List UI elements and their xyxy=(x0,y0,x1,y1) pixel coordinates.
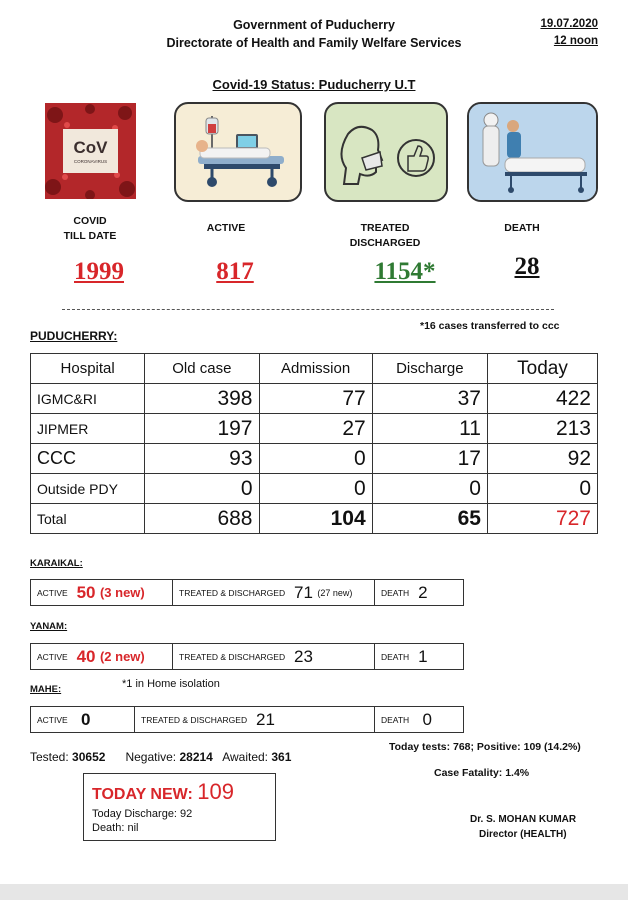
yanam-heading: YANAM: xyxy=(30,621,68,632)
karaikal-box: ACTIVE 50 (3 new) TREATED & DISCHARGED 71 (27 new) DEATH 2 xyxy=(30,579,464,606)
tests-line: Tested: 30652 Negative: 28214 Awaited: 361 xyxy=(30,750,292,764)
report-time: 12 noon xyxy=(553,35,598,47)
cov-text: CoV xyxy=(73,138,108,157)
transfer-note: *16 cases transferred to ccc xyxy=(420,320,560,332)
yanam-treated-value: 23 xyxy=(294,646,313,666)
patient-bed-icon xyxy=(174,102,302,202)
awaited-value: 361 xyxy=(271,750,292,764)
table-header-row xyxy=(31,354,598,384)
table-row: IGMC&RI 398 77 37 422 xyxy=(31,384,598,414)
yanam-box: ACTIVE 40 (2 new) TREATED & DISCHARGED 23 DEATH 1 xyxy=(30,643,464,670)
summary-value-covid: 1999 xyxy=(74,258,124,285)
coronavirus-icon xyxy=(45,103,136,199)
puducherry-heading: PUDUCHERRY: xyxy=(30,329,118,343)
header-line1: Government of Puducherry xyxy=(233,18,395,32)
mahe-active-value: 0 xyxy=(81,709,91,729)
summary-value-death: 28 xyxy=(514,253,540,280)
table-row: JIPMER 197 27 11 213 xyxy=(31,414,598,444)
mahe-death-value: 0 xyxy=(422,709,432,729)
director-title: Director (HEALTH) xyxy=(479,829,567,840)
summary-label-death: DEATH xyxy=(504,222,540,234)
col-old-case: Old case xyxy=(145,354,259,384)
mahe-box: ACTIVE 0 TREATED & DISCHARGED 21 DEATH 0 xyxy=(30,706,464,733)
page-title: Covid-19 Status: Puducherry U.T xyxy=(212,77,416,92)
table-row-total: Total 688 104 65 727 xyxy=(31,504,598,534)
col-admission: Admission xyxy=(259,354,372,384)
mask-thumbs-up-icon xyxy=(324,102,448,202)
today-discharge: Today Discharge: 92 xyxy=(92,808,193,820)
today-new-box: TODAY NEW: 109 Today Discharge: 92 Death: nil xyxy=(83,773,276,841)
director-name: Dr. S. MOHAN KUMAR xyxy=(470,814,577,825)
today-death: Death: nil xyxy=(92,822,139,834)
summary-value-active: 817 xyxy=(216,258,254,285)
cov-sub-text: CORONAVIRUS xyxy=(73,159,108,164)
mahe-treated-value: 21 xyxy=(256,709,275,729)
case-fatality: Case Fatality: 1.4% xyxy=(434,767,530,779)
today-tests: Today tests: 768; Positive: 109 (14.2%) xyxy=(389,741,581,753)
summary-label-covid: COVID TILL DATE xyxy=(63,215,117,242)
yanam-active-value: 40 xyxy=(76,646,96,666)
summary-label-treated: TREATED DISCHARGED xyxy=(349,222,421,249)
col-today: Today xyxy=(487,354,597,384)
table-row: Outside PDY 0 0 0 0 xyxy=(31,474,598,504)
summary-value-treated: 1154* xyxy=(374,258,436,285)
puducherry-table xyxy=(30,353,598,534)
col-hospital: Hospital xyxy=(31,354,145,384)
table-row: CCC 93 0 17 92 xyxy=(31,444,598,474)
tested-value: 30652 xyxy=(72,750,106,764)
divider xyxy=(62,309,554,310)
bottom-band xyxy=(0,884,628,900)
report-date: 19.07.2020 xyxy=(540,18,598,30)
karaikal-heading: KARAIKAL: xyxy=(30,558,83,569)
karaikal-treated-value: 71 xyxy=(294,582,313,602)
yanam-death-value: 1 xyxy=(418,646,428,666)
karaikal-active-value: 50 xyxy=(76,582,96,602)
mahe-heading: MAHE: xyxy=(30,684,62,695)
today-new-value: 109 xyxy=(197,779,234,804)
summary-label-active: ACTIVE xyxy=(206,222,246,234)
karaikal-death-value: 2 xyxy=(418,582,428,602)
col-discharge: Discharge xyxy=(372,354,487,384)
death-bed-icon xyxy=(467,102,598,202)
home-isolation-note: *1 in Home isolation xyxy=(122,678,220,690)
header-line2: Directorate of Health and Family Welfare Services xyxy=(166,36,462,50)
negative-value: 28214 xyxy=(179,750,213,764)
